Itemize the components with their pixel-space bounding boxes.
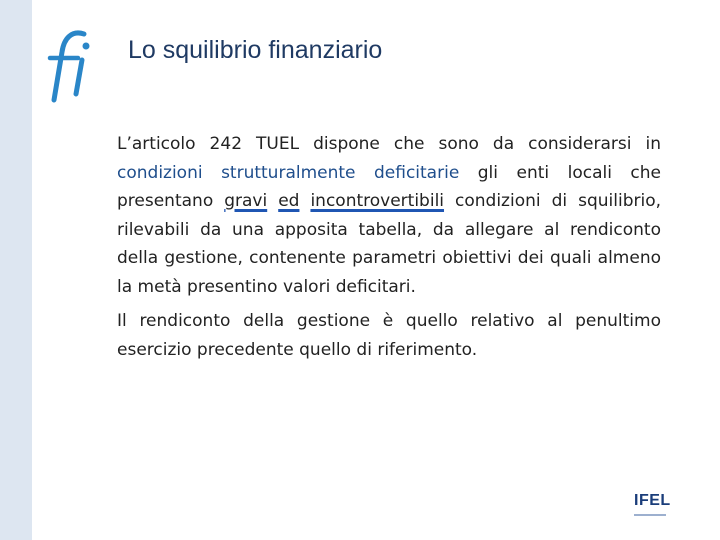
highlight-text: condizioni strutturalmente deficitarie xyxy=(117,162,460,183)
left-decorative-band xyxy=(0,0,32,540)
paragraph-1 xyxy=(117,130,661,301)
p1-text-a: L’articolo 242 TUEL dispone che sono da considerarsi in xyxy=(117,134,661,154)
underlined-word-incontrovertibili: incontrovertibili xyxy=(310,191,445,211)
page-title: Lo squilibrio finanziario xyxy=(128,36,383,64)
paragraph-2: Il rendiconto della gestione è quello relativo al penultimo esercizio precedente quello di riferimento. xyxy=(117,311,661,360)
p1-text-c: condizioni di squilibrio, rilevabili da una apposita tabella, da allegare al rendiconto della gestione, contenente parametri obiettivi dei quali almeno la metà presentino valori deficitari. xyxy=(117,191,661,297)
ifel-logo-text: IFEL xyxy=(634,492,671,509)
underlined-word-gravi: gravi xyxy=(224,191,268,211)
p1-text-b: gli enti locali che presentano xyxy=(117,162,661,211)
ifel-logo-subline xyxy=(634,514,666,516)
fi-logo-icon xyxy=(44,28,96,104)
underlined-word-ed: ed xyxy=(278,191,300,211)
main-content xyxy=(117,130,661,370)
ifel-logo-icon xyxy=(634,492,670,522)
